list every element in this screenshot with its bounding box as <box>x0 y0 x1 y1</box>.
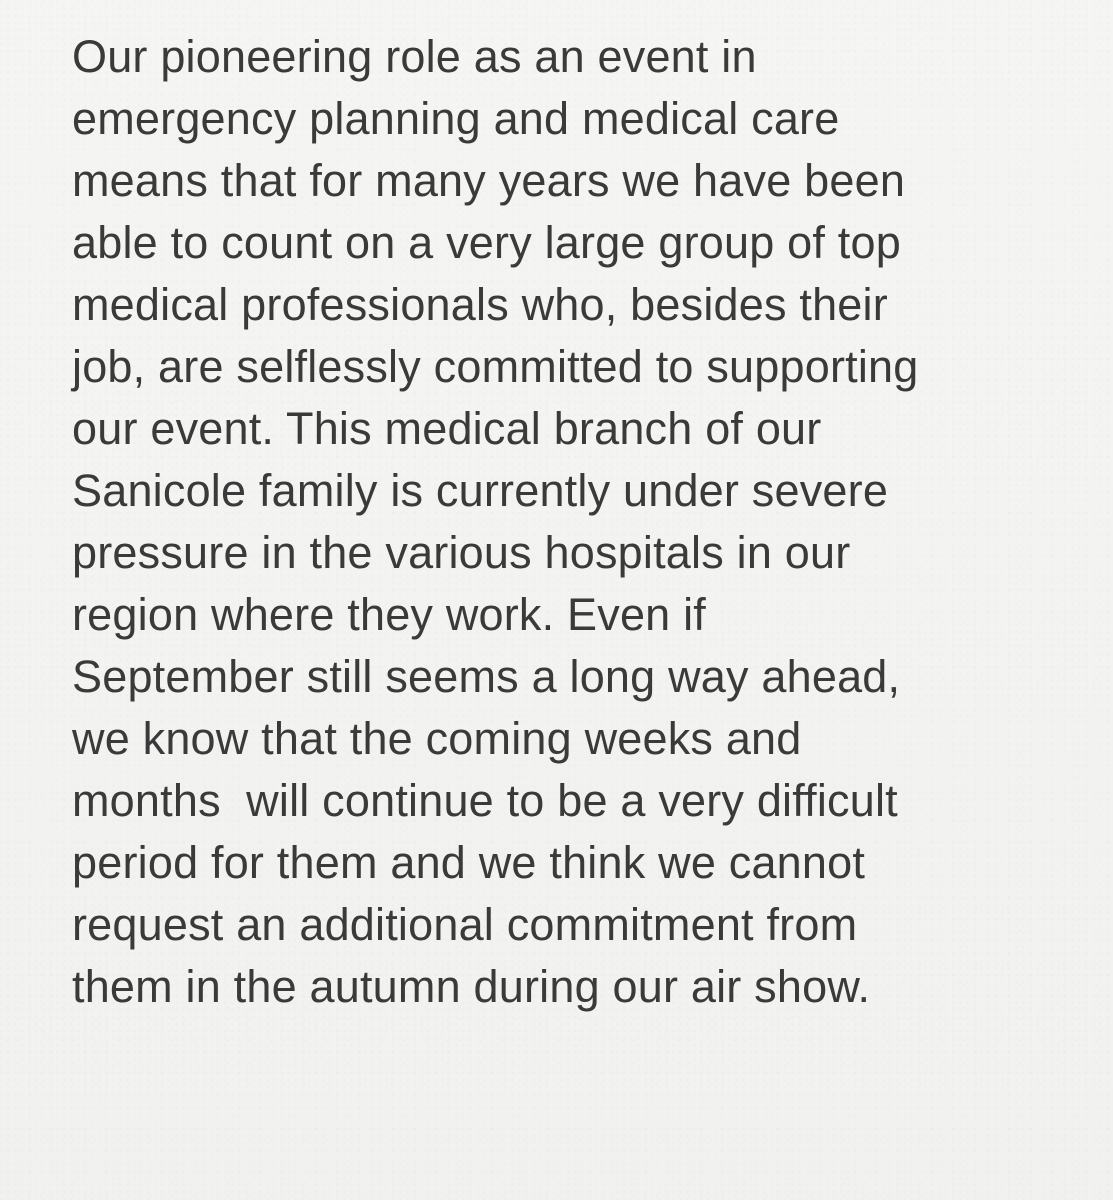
note-line: request an additional commitment from <box>72 899 858 950</box>
note-line: we know that the coming weeks and <box>72 713 802 764</box>
note-line: emergency planning and medical care <box>72 93 840 144</box>
note-line: them in the autumn during our air show. <box>72 961 871 1012</box>
note-line: September still seems a long way ahead, <box>72 651 901 702</box>
note-line: region where they work. Even if <box>72 589 707 640</box>
note-line: means that for many years we have been <box>72 155 906 206</box>
note-line: our event. This medical branch of our <box>72 403 822 454</box>
note-line: period for them and we think we cannot <box>72 837 866 888</box>
note-line: able to count on a very large group of top <box>72 217 901 268</box>
note-line: Our pioneering role as an event in <box>72 31 757 82</box>
note-line: job, are selflessly committed to supporting <box>72 341 919 392</box>
note-line: months will continue to be a very difficult <box>72 775 898 826</box>
note-line: Sanicole family is currently under severe <box>72 465 889 516</box>
note-line: pressure in the various hospitals in our <box>72 527 851 578</box>
note-body <box>72 26 1082 1018</box>
note-line: medical professionals who, besides their <box>72 279 888 330</box>
